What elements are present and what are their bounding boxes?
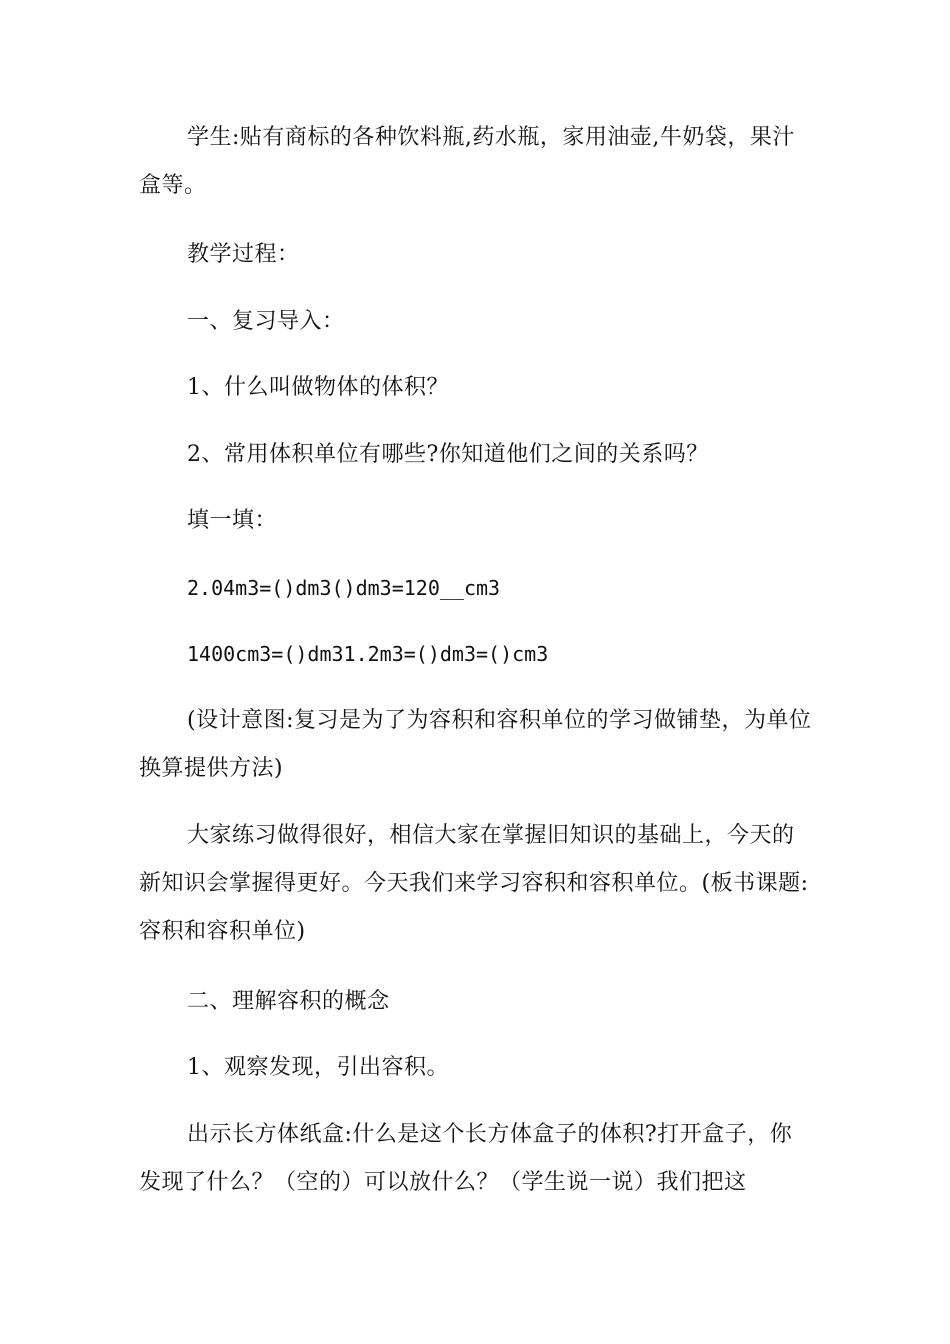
paragraph-box-demo: 出示长方体纸盒:什么是这个长方体盒子的体积?打开盒子，你发现了什么？（空的）可以放什么？（学生说一说）我们把这 [139, 1122, 793, 1195]
question-2: 2、常用体积单位有哪些?你知道他们之间的关系吗？ [187, 442, 709, 467]
question-1: 1、什么叫做物体的体积？ [187, 375, 449, 400]
fill-in-heading: 填一填： [187, 508, 278, 533]
exercise-line-1: 2.04m3=()dm3()dm3=120__cm3 [187, 576, 501, 600]
heading-understand-capacity: 二、理解容积的概念 [187, 989, 390, 1014]
heading-teaching-process: 教学过程： [187, 242, 300, 267]
exercise-line-2: 1400cm3=()dm31.2m3=()dm3=()cm3 [187, 642, 549, 666]
paragraph-transition: 大家练习做得很好，相信大家在掌握旧知识的基础上，今天的新知识会掌握得更好。今天我们来学习容积和容积单位。(板书课题:容积和容积单位) [139, 823, 809, 944]
paragraph-materials: 学生:贴有商标的各种饮料瓶,药水瓶，家用油壶,牛奶袋，果汁盒等。 [139, 125, 795, 198]
step-observe: 1、观察发现，引出容积。 [187, 1055, 449, 1080]
design-intent-note: (设计意图:复习是为了为容积和容积单位的学习做铺垫，为单位换算提供方法) [139, 708, 812, 781]
heading-review-intro: 一、复习导入： [187, 309, 345, 334]
